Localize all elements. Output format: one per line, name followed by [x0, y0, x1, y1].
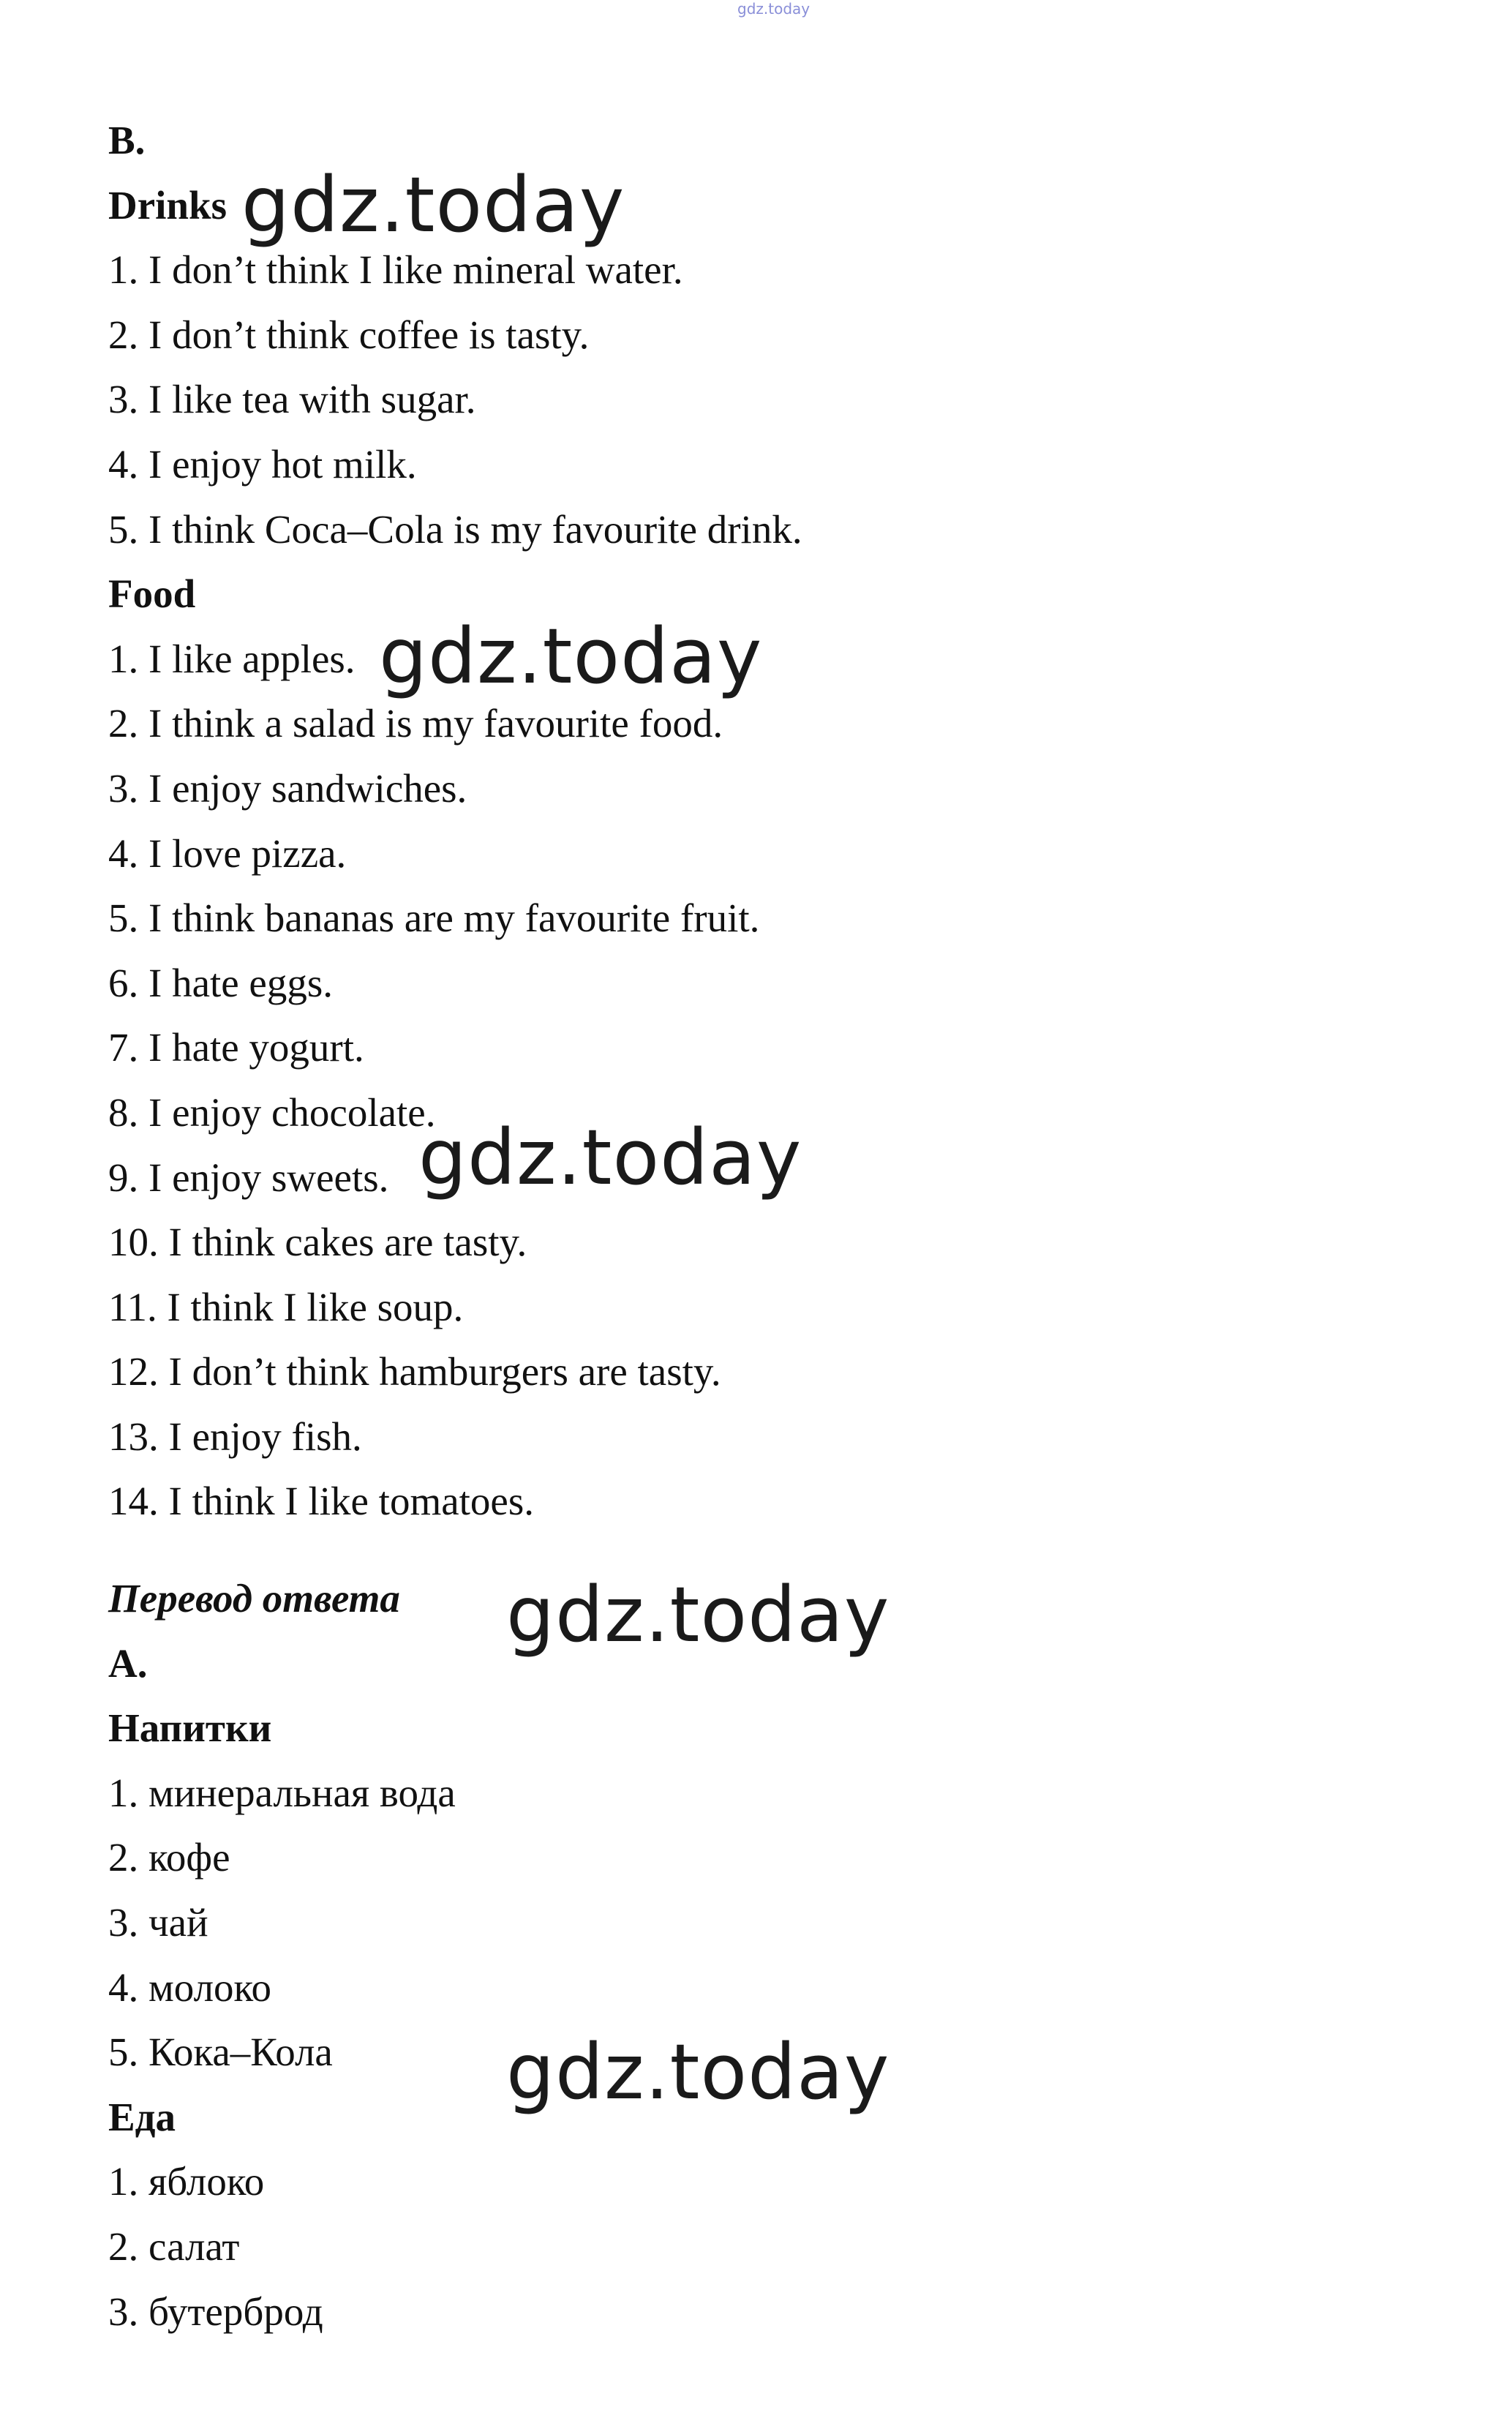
drink-item: 1. I don’t think I like mineral water. — [108, 247, 683, 293]
watermark: gdz.today — [418, 1113, 802, 1202]
watermark: gdz.today — [379, 612, 763, 701]
food-item: 6. I hate eggs. — [108, 960, 333, 1005]
food-item: 2. I think a salad is my favourite food. — [108, 701, 723, 746]
food-item: 8. I enjoy chocolate. — [108, 1089, 436, 1135]
drink-item: 4. I enjoy hot milk. — [108, 441, 417, 487]
top-watermark: gdz.today — [737, 0, 810, 18]
food-item: 13. I enjoy fish. — [108, 1414, 362, 1459]
ru-drink-item: 2. кофе — [108, 1835, 230, 1880]
food-item: 1. I like apples. — [108, 636, 356, 681]
food-heading: Food — [108, 571, 196, 617]
ru-food-item: 1. яблоко — [108, 2159, 265, 2204]
food-item: 5. I think bananas are my favourite fruit. — [108, 896, 760, 941]
section-a-label: A. — [108, 1640, 148, 1686]
watermark: gdz.today — [506, 1570, 890, 1659]
ru-drinks-heading: Напитки — [108, 1705, 272, 1751]
ru-food-item: 3. бутерброд — [108, 2289, 323, 2334]
drink-item: 3. I like tea with sugar. — [108, 377, 476, 422]
section-b-label: B. — [108, 118, 146, 162]
ru-food-item: 2. салат — [108, 2224, 240, 2269]
food-item: 4. I love pizza. — [108, 830, 347, 876]
food-item: 9. I enjoy sweets. — [108, 1155, 389, 1200]
drink-item: 2. I don’t think coffee is tasty. — [108, 312, 590, 357]
ru-drink-item: 3. чай — [108, 1900, 208, 1945]
ru-drink-item: 1. минеральная вода — [108, 1770, 456, 1815]
food-item: 7. I hate yogurt. — [108, 1025, 364, 1070]
drinks-heading: Drinks — [108, 182, 227, 228]
food-item: 14. I think I like tomatoes. — [108, 1479, 534, 1524]
drink-item: 5. I think Coca–Cola is my favourite drink. — [108, 506, 802, 552]
food-item: 10. I think cakes are tasty. — [108, 1220, 527, 1265]
ru-drink-item: 4. молоко — [108, 1964, 271, 2010]
food-item: 12. I don’t think hamburgers are tasty. — [108, 1349, 721, 1394]
watermark: gdz.today — [506, 2027, 890, 2117]
translation-heading: Перевод ответа — [108, 1576, 400, 1621]
food-item: 11. I think I like soup. — [108, 1284, 464, 1329]
answer-content — [108, 108, 1425, 2344]
watermark: gdz.today — [241, 160, 625, 249]
food-item: 3. I enjoy sandwiches. — [108, 765, 467, 811]
spacer — [108, 1534, 1425, 1566]
ru-food-heading: Еда — [108, 2094, 176, 2139]
ru-drink-item: 5. Кока–Кола — [108, 2030, 333, 2075]
